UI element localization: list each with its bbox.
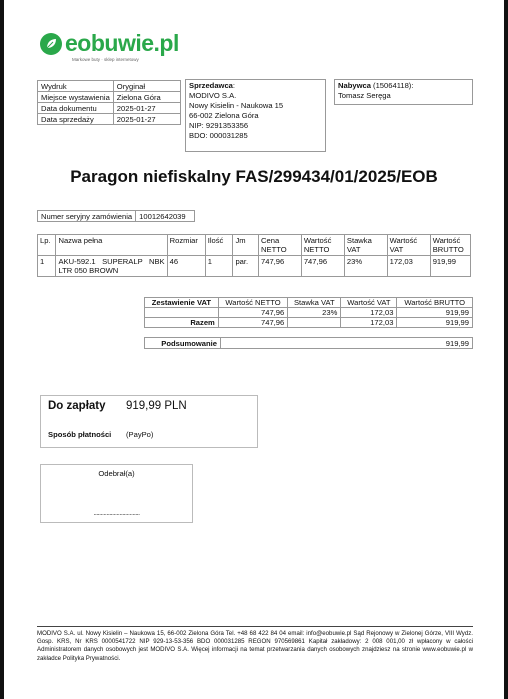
seller-box	[185, 79, 326, 152]
logo-tagline: Markowe buty · sklep internetowy	[72, 57, 139, 62]
summary-label: Podsumowanie	[145, 338, 221, 349]
table-row	[145, 308, 473, 318]
meta-value: 2025-01-27	[113, 103, 180, 114]
document-meta-table	[37, 80, 181, 125]
items-column-header: Nazwa pełna	[56, 235, 167, 256]
seller-line: BDO: 000031285	[189, 131, 248, 141]
seller-heading: Sprzedawca:	[189, 81, 236, 90]
meta-label: Data sprzedaży	[38, 114, 114, 125]
received-by-label: Odebrał(a)	[98, 469, 135, 478]
meta-row	[38, 114, 181, 125]
items-cell: 23%	[344, 256, 387, 277]
items-cell: 1	[38, 256, 56, 277]
seller-line: NIP: 9291353356	[189, 121, 249, 131]
vat-column-header: Wartość VAT	[341, 298, 397, 308]
vat-cell	[145, 308, 219, 318]
received-by-box	[40, 464, 193, 523]
vat-column-header: Zestawienie VAT	[145, 298, 219, 308]
meta-label: Miejsce wystawienia	[38, 92, 114, 103]
meta-label: Data dokumentu	[38, 103, 114, 114]
vat-summary-table	[144, 297, 473, 328]
document-title: Paragon niefiskalny FAS/299434/01/2025/EOB	[70, 167, 438, 186]
seller-line: MODIVO S.A.	[189, 91, 237, 101]
meta-label: Wydruk	[38, 81, 114, 92]
items-cell: 919,99	[430, 256, 470, 277]
footer-legal-text: MODIVO S.A. ul. Nowy Kisielin – Naukowa 15, 66-002 Zielona Góra Tel. +48 68 422 84 04 email: info@eobuwie.pl Sąd Rejonowy w Zielonej Górze, VIII Wydz. Gosp. KRS, Nr KRS 0000541722 NIP 929-13-53-356 BDO 000031285 REGON 970569861 Kapitał zakładowy: 2 008 001,00 zł wpłacony w całości Administratorem danych osobowych jest MODIVO S.A. Więcej informacji na temat przetwarzania danych osobowych znajdziesz na stronie www.eobuwie.pl w zakładce Polityka Prywatności.	[37, 626, 473, 663]
meta-value: 2025-01-27	[113, 114, 180, 125]
amount-due-value: 919,99 PLN	[126, 400, 187, 412]
items-column-header: Ilość	[205, 235, 233, 256]
items-table	[37, 234, 471, 277]
vat-column-header: Stawka VAT	[288, 298, 341, 308]
serial-label: Numer seryjny zamówienia	[38, 211, 136, 222]
items-column-header: Wartość BRUTTO	[430, 235, 470, 256]
vat-cell	[288, 318, 341, 328]
items-column-header: Wartość NETTO	[301, 235, 344, 256]
payment-method-label: Sposób płatności	[48, 430, 112, 439]
serial-value: 10012642039	[136, 211, 195, 222]
items-column-header: Lp.	[38, 235, 56, 256]
signature-line: ................................	[93, 510, 140, 517]
vat-cell: 747,96	[218, 318, 287, 328]
items-column-header: Wartość VAT	[387, 235, 430, 256]
items-cell: AKU-592.1 SUPERALP NBK LTR 050 BROWN	[56, 256, 167, 277]
vat-cell: 23%	[288, 308, 341, 318]
items-cell: par.	[233, 256, 259, 277]
items-column-header: Cena NETTO	[259, 235, 302, 256]
logo-wordmark: eobuwie.pl	[65, 30, 179, 56]
order-serial	[37, 210, 195, 222]
amount-due-label: Do zapłaty	[48, 400, 106, 412]
items-column-header: Rozmiar	[167, 235, 205, 256]
seller-line: 66-002 Zielona Góra	[189, 111, 259, 121]
payment-method-value: (PayPo)	[126, 430, 154, 439]
payment-box	[40, 395, 258, 448]
buyer-heading: Nabywca (15064118):	[338, 81, 414, 90]
buyer-name: Tomasz Seręga	[338, 91, 391, 101]
items-cell: 172,03	[387, 256, 430, 277]
table-row	[38, 256, 471, 277]
summary-value: 919,99	[221, 338, 473, 349]
meta-value: Oryginał	[113, 81, 180, 92]
items-cell: 747,96	[301, 256, 344, 277]
meta-row	[38, 81, 181, 92]
vat-column-header: Wartość BRUTTO	[397, 298, 473, 308]
seller-line: Nowy Kisielin - Naukowa 15	[189, 101, 284, 111]
summary-table	[144, 337, 473, 349]
vat-cell: Razem	[145, 318, 219, 328]
items-cell: 747,96	[259, 256, 302, 277]
meta-value: Zielona Góra	[113, 92, 180, 103]
leaf-icon	[40, 33, 62, 55]
buyer-box	[334, 79, 473, 105]
vat-column-header: Wartość NETTO	[218, 298, 287, 308]
meta-row	[38, 92, 181, 103]
items-column-header: Stawka VAT	[344, 235, 387, 256]
items-cell: 46	[167, 256, 205, 277]
vat-cell: 919,99	[397, 318, 473, 328]
meta-row	[38, 103, 181, 114]
vat-cell: 172,03	[341, 308, 397, 318]
items-cell: 1	[205, 256, 233, 277]
items-column-header: Jm	[233, 235, 259, 256]
table-row	[145, 318, 473, 328]
vat-cell: 172,03	[341, 318, 397, 328]
vat-cell: 919,99	[397, 308, 473, 318]
eobuwie-logo	[38, 30, 178, 64]
receipt-page	[4, 0, 504, 699]
vat-cell: 747,96	[218, 308, 287, 318]
